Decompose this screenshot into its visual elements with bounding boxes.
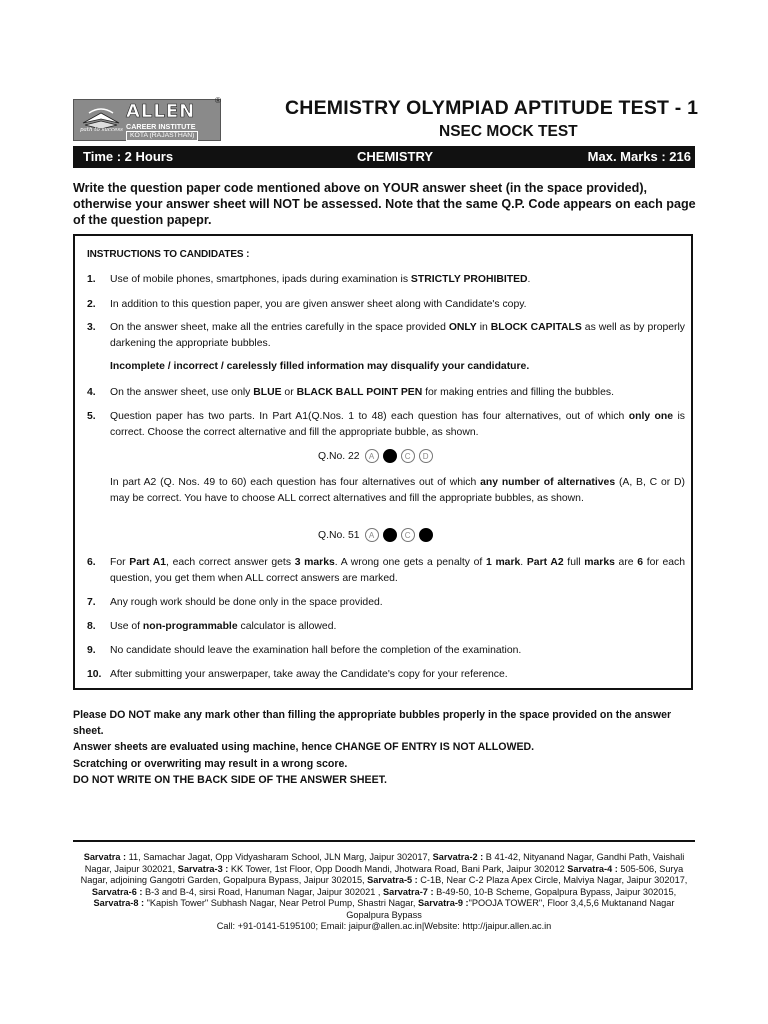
logo-name: ALLEN: [126, 101, 196, 122]
instruction-item: 5. Question paper has two parts. In Part A1(Q.Nos. 1 to 48) each question has four alternatives, out of which only one is correct. Choose the correct alternative and fill the appropriate bubble, as shown.: [87, 411, 685, 438]
bubble-a: A: [365, 449, 379, 463]
instruction-item: 9. No candidate should leave the examination hall before the completion of the examination.: [87, 643, 685, 659]
instruction-item: 1. Use of mobile phones, smartphones, ipads during examination is STRICTLY PROHIBITED.: [87, 272, 685, 288]
page-title: CHEMISTRY OLYMPIAD APTITUDE TEST - 1: [285, 97, 699, 119]
disqualify-note: Incomplete / incorrect / carelessly filled information may disqualify your candidature.: [110, 361, 530, 372]
bubble-d: D: [419, 528, 433, 542]
instructions-heading: INSTRUCTIONS TO CANDIDATES :: [87, 249, 250, 260]
instruction-item: 7. Any rough work should be done only in the space provided.: [87, 595, 685, 611]
part-a2-description: In part A2 (Q. Nos. 49 to 60) each question has four alternatives out of which any number of alternatives (A, B, C or D) may be correct. You have to choose ALL correct alternatives and fill the appropriate bubbles, as shown.: [110, 477, 686, 504]
bubble-example-multiple: [318, 526, 437, 544]
instruction-item: 4. On the answer sheet, use only BLUE or BLACK BALL POINT PEN for making entries and filling the bubbles.: [87, 385, 685, 401]
example-question-label: Q.No. 51: [318, 529, 360, 541]
bubble-d: D: [419, 449, 433, 463]
item-number: 3.: [87, 322, 96, 333]
page-subtitle: NSEC MOCK TEST: [439, 123, 578, 140]
bubble-c: C: [401, 528, 415, 542]
logo-subtitle: CAREER INSTITUTE: [126, 122, 196, 131]
overwriting-note: Scratching or overwriting may result in a wrong score.: [73, 758, 348, 770]
instruction-item: 6. For Part A1, each correct answer gets 3 marks. A wrong one gets a penalty of 1 mark. Part A2 full marks are 6 for each question, you get them when ALL correct answers are marked.: [87, 557, 686, 584]
item-number: 6.: [87, 557, 96, 568]
bubble-c: C: [401, 449, 415, 463]
bubble-example-single: [318, 447, 437, 465]
contact-info: Call: +91-0141-5195100; Email: jaipur@allen.ac.in|Website: http://jaipur.allen.ac.in: [216, 921, 552, 931]
back-side-note: DO NOT WRITE ON THE BACK SIDE OF THE ANSWER SHEET.: [73, 774, 387, 786]
footer-divider: [73, 840, 695, 842]
exam-subject: CHEMISTRY: [357, 149, 434, 164]
instruction-item: 8. Use of non-programmable calculator is allowed.: [87, 619, 685, 635]
instruction-item: 10. After submitting your answerpaper, take away the Candidate's copy for your reference.: [87, 667, 685, 683]
registered-mark: ®: [215, 96, 221, 105]
instruction-item: 2. In addition to this question paper, you are given answer sheet along with Candidate's copy.: [87, 297, 685, 313]
example-question-label: Q.No. 22: [318, 450, 360, 462]
item-number: 8.: [87, 621, 96, 632]
machine-evaluation-note: Answer sheets are evaluated using machine, hence CHANGE OF ENTRY IS NOT ALLOWED.: [73, 741, 535, 753]
exam-duration: Time : 2 Hours: [83, 149, 174, 164]
qp-code-notice: Write the question paper code mentioned above on YOUR answer sheet (in the space provided), otherwise your answer sheet will NOT be assessed. Note that the same Q.P. Code appears on each page of the question papepr.: [73, 181, 696, 227]
item-number: 4.: [87, 387, 96, 398]
item-number: 5.: [87, 411, 96, 422]
bubble-b: B: [383, 528, 397, 542]
item-number: 7.: [87, 597, 96, 608]
instruction-item: 3. On the answer sheet, make all the entries carefully in the space provided ONLY in BLOCK CAPITALS as well as by properly darkening the appropriate bubbles.: [87, 322, 685, 349]
exam-info-bar: [73, 146, 695, 168]
item-number: 1.: [87, 274, 96, 285]
item-number: 9.: [87, 645, 96, 656]
bubble-a: A: [365, 528, 379, 542]
logo-tagline: path to success: [80, 127, 123, 133]
no-extra-marks-note: Please DO NOT make any mark other than filling the appropriate bubbles properly in the space provided on the answer sheet.: [73, 709, 672, 737]
center-addresses: Sarvatra : 11, Samachar Jagat, Opp Vidyasharam School, JLN Marg, Jaipur 302017, Sarvatra-2 : B 41-42, Nityanand Nagar, Gandhi Path, Vaishali Nagar, Jaipur 302021, Sarvatra-3 : KK Tower, 1st Floor, Opp Doodh Mandi, Jhotwara Road, Bani Park, Jaipur 302012 Sarvatra-4 : 505-506, Surya Nagar, adjoining Gangotri Garden, Gopalpura Bypass, Jaipur 302015, Sarvatra-5 : C-1B, Near C-2 Plaza Apex Circle, Malviya Nagar, Jaipur 302017, Sarvatra-6 : B-3 and B-4, sirsi Road, Hanuman Nagar, Jaipur 302021 , Sarvatra-7 : B-49-50, 10-B Scheme, Gopalpura Bypass, Jaipur 302015, Sarvatra-8 : "Kapish Tower" Subhash Nagar, Near Petrol Pump, Shastri Nagar, Sarvatra-9 :"POOJA TOWER", Floor 3,4,5,6 Muktanand Nagar Gopalpura Bypass: [80, 852, 688, 920]
item-number: 10.: [87, 669, 102, 680]
max-marks: Max. Marks : 216: [587, 149, 691, 164]
logo-location: KOTA (RAJASTHAN): [126, 131, 198, 141]
item-number: 2.: [87, 299, 96, 310]
bubble-b: B: [383, 449, 397, 463]
allen-logo: [73, 99, 221, 141]
